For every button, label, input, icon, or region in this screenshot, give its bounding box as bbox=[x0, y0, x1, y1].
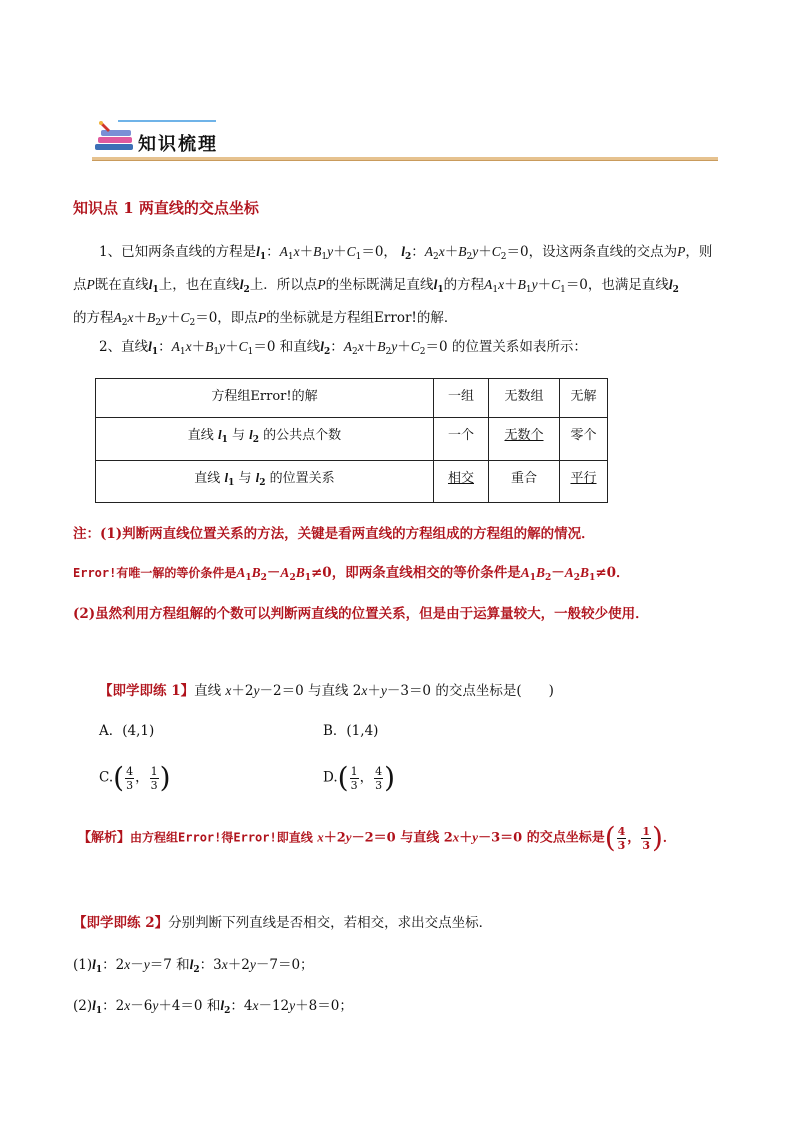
table-cell: 无数组 bbox=[489, 379, 560, 418]
table-row bbox=[96, 379, 608, 418]
table-cell: 直线 $l_1$ 与 $l_2$ 的公共点个数 bbox=[96, 418, 434, 460]
option-d[interactable]: D.( $\frac{1}{3}$ ， $\frac{4}{3}$ ) bbox=[323, 761, 396, 794]
paragraph-1 bbox=[73, 242, 733, 333]
note-line-1: 注：(1)判断两直线位置关系的方法，关键是看两直线的方程组成的方程组的解的情况． bbox=[73, 526, 595, 542]
table-cell: 相交 bbox=[434, 460, 489, 502]
exercise-1-answer: 【解析】由方程组Error!得Error!即直线 x＋2y－2＝0 与直线 2x＋y－3＝0 的交点坐标是( $\frac{4}{3}$ ， $\frac{1}{3}$ )． bbox=[78, 821, 676, 854]
table-cell: 一个 bbox=[434, 418, 489, 460]
option-c[interactable]: C.( $\frac{4}{3}$ ， $\frac{1}{3}$ ) bbox=[99, 761, 171, 794]
paragraph-1-line-1: 1、已知两条直线的方程是$l_1$：$A_1x+B_1y+C_1=0$， $l_2$：$A_2x+B_2y+C_2=0$，设这两条直线的交点为P，则 bbox=[99, 244, 713, 262]
paragraph-1-line-3: 的方程$A_2x+B_2y+C_2=0$，即点P的坐标就是方程组Error!的解． bbox=[73, 310, 458, 328]
table-row bbox=[96, 460, 608, 502]
option-b[interactable]: B．(1,4) bbox=[323, 723, 379, 739]
table-cell: 方程组Error!的解 bbox=[96, 379, 434, 418]
section-title: 知识点 1 两直线的交点坐标 bbox=[73, 199, 259, 217]
table-cell: 重合 bbox=[489, 460, 560, 502]
paragraph-2: 2、直线$l_1$：$A_1x+B_1y+C_1=0$ 和直线$l_2$：$A_2x+B_2y+C_2=0$ 的位置关系如表所示： bbox=[99, 339, 587, 357]
banner-title: 知识梳理 bbox=[138, 134, 218, 155]
exercise-2-part-1: $(1)l_1$：2x－y＝7 和$l_2$：3x＋2y－7＝0； bbox=[73, 957, 314, 975]
option-a[interactable]: A．(4,1) bbox=[99, 723, 155, 739]
exercise-tag: 【即学即练 1】 bbox=[99, 683, 195, 699]
table-row bbox=[96, 418, 608, 460]
exercise-1-question: 【即学即练 1】直线 x＋2y－2＝0 与直线 2x＋y－3＝0 的交点坐标是( ) bbox=[99, 683, 554, 699]
note-line-3: (2)虽然利用方程组解的个数可以判断两直线的位置关系，但是由于运算量较大，一般较少使用． bbox=[73, 606, 649, 622]
exercise-2-part-2: $(2)l_1$：2x－6y＋4＝0 和$l_2$：4x－12y＋8＝0； bbox=[73, 998, 353, 1016]
book-stack-icon bbox=[92, 118, 142, 158]
table-cell: 直线 $l_1$ 与 $l_2$ 的位置关系 bbox=[96, 460, 434, 502]
table-cell: 无解 bbox=[560, 379, 608, 418]
relation-table bbox=[95, 378, 608, 503]
table-cell: 一组 bbox=[434, 379, 489, 418]
table-cell: 平行 bbox=[560, 460, 608, 502]
table-cell: 无数个 bbox=[489, 418, 560, 460]
exercise-tag: 【即学即练 2】 bbox=[73, 915, 169, 931]
note-line-2: Error!有唯一解的等价条件是$A_1B_2-A_2B_1\ne 0$，即两条直线相交的等价条件是$A_1B_2-A_2B_1\ne 0$． bbox=[73, 565, 630, 583]
exercise-2-question: 【即学即练 2】分别判断下列直线是否相交，若相交，求出交点坐标． bbox=[73, 915, 493, 931]
banner-divider bbox=[92, 157, 718, 161]
paragraph-1-line-2: 点P既在直线$l_1$上，也在直线$l_2$上．所以点P的坐标既满足直线$l_1$的方程$A_1x+B_1y+C_1=0$，也满足直线$l_2$ bbox=[73, 277, 679, 295]
table-cell: 零个 bbox=[560, 418, 608, 460]
